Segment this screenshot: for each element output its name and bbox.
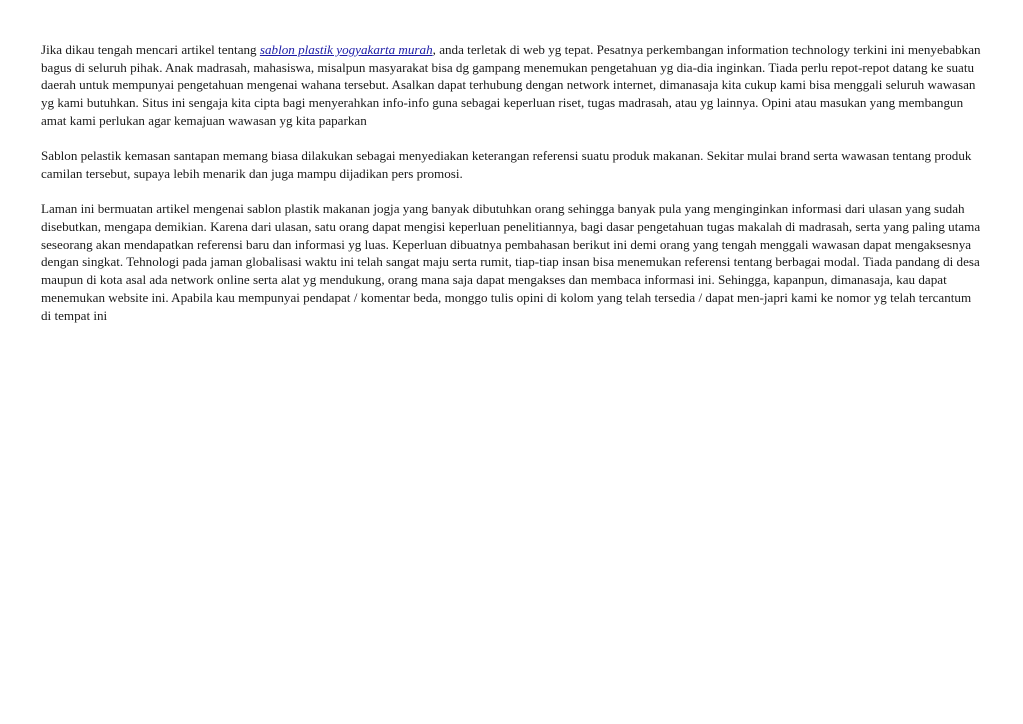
intro-text-before-link: Jika dikau tengah mencari artikel tentang <box>41 42 260 57</box>
paragraph-sablon-kemasan: Sablon pelastik kemasan santapan memang biasa dilakukan sebagai menyediakan keterangan referensi suatu produk makanan. Sekitar mulai brand serta wawasan tentang produk camilan tersebut, supaya lebih menarik dan juga mampu dijadikan pers promosi. <box>41 148 972 181</box>
document-page <box>41 41 981 342</box>
intro-text-after-link: , anda terletak di web yg tepat. Pesatnya perkembangan information technology terkini ini menyebabkan bagus di seluruh pihak. Anak madrasah, mahasiswa, misalpun masyarakat bisa dg gampang menemukan pengetahuan yg dia-dia inginkan. Tiada perlu repot-repot datang ke suatu daerah untuk mempunyai pengetahuan mengenai wahana tersebut. Asalkan dapat terhubung dengan network internet, dimanasaja kita cukup kami bisa menggali seluruh wawasan yg kami butuhkan. Situs ini sengaja kita cipta bagi menyerahkan info-info guna sebagai keperluan riset, tugas madrasah, atau yg lainnya. Opini atau masukan yang membangun amat kami perlukan agar kemajuan wawasan yg kita paparkan <box>41 42 981 128</box>
paragraph-intro <box>41 41 981 130</box>
paragraph-laman-artikel: Laman ini bermuatan artikel mengenai sablon plastik makanan jogja yang banyak dibutuhkan orang sehingga banyak pula yang menginginkan informasi dari ulasan yang sudah disebutkan, mengapa demikian. Karena dari ulasan, satu orang dapat mengisi keperluan penelitiannya, bagi dasar pengetahuan tugas makalah di madrasah, serta yang paling utama seseorang akan mendapatkan referensi baru dan informasi yg luas. Keperluan dibuatnya pembahasan berikut ini demi orang yang tengah menggali wawasan dapat mengaksesnya dengan singkat. Tehnologi pada jaman globalisasi waktu ini telah sangat maju serta rumit, tiap-tiap insan bisa menemukan referensi tentang berbagai modal. Tiada pandang di desa maupun di kota asal ada network online serta alat yg mendukung, orang mana saja dapat mengakses dan membaca informasi ini. Sehingga, kapanpun, dimanasaja, kau dapat menemukan website ini. Apabila kau mempunyai pendapat / komentar beda, monggo tulis opini di kolom yang telah tersedia / dapat men-japri kami ke nomor yg telah tercantum di tempat ini <box>41 201 981 323</box>
sablon-plastik-link[interactable]: sablon plastik yogyakarta murah <box>259 42 433 57</box>
